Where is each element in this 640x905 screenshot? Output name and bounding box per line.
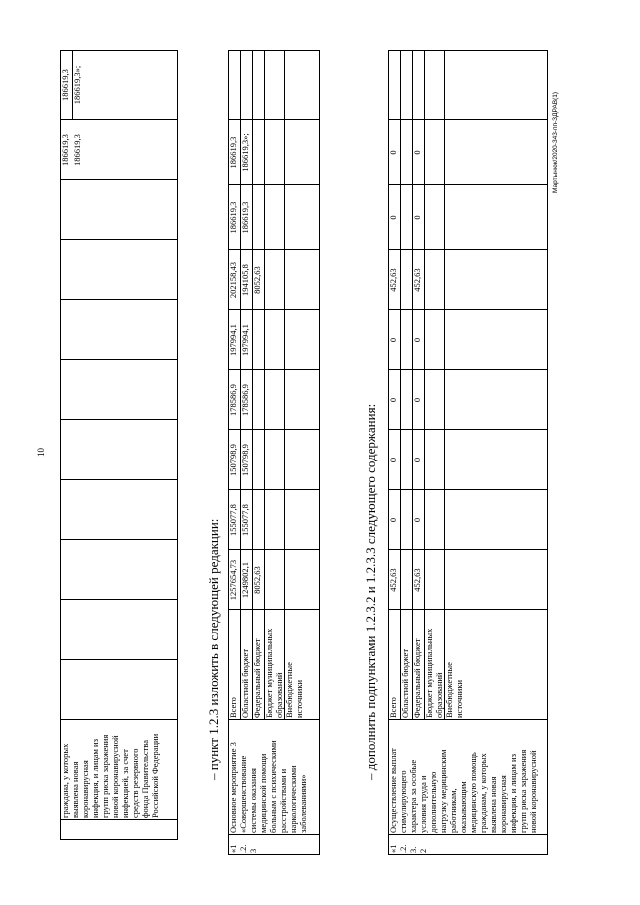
table1-cell: 186619,3 [240, 201, 250, 234]
table1-cell: 8052,63 [252, 566, 262, 594]
table1-cell: 155077,8 [240, 504, 250, 536]
table1-cell: 186619,3 [228, 201, 238, 234]
table2-index: «1 .2. 3. 2 [388, 844, 428, 853]
table2-cell: 452,63 [412, 568, 422, 592]
prev-table-value: 186619,3»; [72, 65, 82, 105]
table2-cell: 0 [388, 457, 398, 463]
table2-measure-name: Осуществление выплат стимулирующего характера за особые условия труда и дополнительную нагрузку медицинским работникам, оказывающим медицинскую помощь гражданам, у которых выявлена новая коронавирусная инфекция, и лицам из групп риска заражения новой коронавирусной [388, 748, 538, 833]
table1-index: «1 .2. 3 [228, 844, 258, 853]
table1-row-source: Внебюджетные источники [284, 662, 304, 718]
table1-cell: 150798,9 [228, 444, 238, 476]
table1-cell: 197994,1 [228, 324, 238, 356]
table1-cell: 194105,8 [240, 264, 250, 296]
table2-row-source: Областной бюджет [400, 648, 410, 718]
table1-row-source: Областной бюджет [240, 648, 250, 718]
table2-row-source: Всего [388, 697, 398, 718]
table1-cell: 186619,3 [228, 136, 238, 169]
table1-row-source: Федеральный бюджет [252, 638, 262, 718]
table1-cell: 186619,3»; [240, 133, 250, 172]
heading-dopolnit: – дополнить подпунктами 1.2.3.2 и 1.2.3.3 следующего содержания: [363, 403, 378, 780]
prev-table-continuation [0, 50, 180, 840]
table1-cell: 197994,1 [240, 324, 250, 356]
table2-row-source: Бюджет муниципальных образований [424, 628, 444, 718]
heading-pункт-1-2-3: – пункт 1.2.3 изложить в следующей редакции: [206, 518, 221, 780]
table2-cell: 0 [388, 397, 398, 403]
table2-cell: 452,63 [388, 268, 398, 292]
table1-row-source: Всего [228, 697, 238, 718]
table2-cell: 0 [412, 337, 422, 343]
table1-cell: 155077,8 [228, 504, 238, 536]
table2-cell: 0 [388, 215, 398, 220]
table1-cell: 202158,43 [228, 261, 238, 299]
table-1-2-3 [228, 50, 320, 855]
table1-row-source: Бюджет муниципальных образований [264, 628, 284, 718]
prev-table-value: 186619,3 [72, 134, 82, 166]
table2-cell: 0 [388, 337, 398, 343]
table2-row-source: Федеральный бюджет [412, 638, 422, 718]
table-1-2-3-2 [388, 50, 548, 855]
table2-row-source: Внебюджетные источники [444, 662, 464, 718]
prev-table-value: 186619,3 [60, 134, 70, 166]
prev-table-description: граждана, у которых выявлена новая коронавирусная инфекция, и лицам из групп риска заражения новой коронавирусной инфекцией, за счет средств резервного фонда Правительства Российской Федерации [60, 733, 160, 818]
table2-cell: 0 [388, 150, 398, 155]
table2-cell: 0 [412, 457, 422, 463]
table2-cell: 0 [412, 215, 422, 220]
table1-cell: 8052,63 [252, 266, 262, 294]
page-number: 10 [36, 448, 46, 457]
table2-cell: 0 [412, 517, 422, 523]
table2-cell: 0 [412, 150, 422, 155]
table2-cell: 452,63 [388, 568, 398, 592]
prev-table-value: 186619,3 [60, 69, 70, 101]
table1-cell: 1257654,73 [228, 559, 238, 601]
table2-cell: 452,63 [412, 268, 422, 292]
table1-measure-name: Основное мероприятие 3 «Совершенствование системы оказания медицинской помощи больным с психическими расстройствами и наркологическими заболеваниями» [228, 740, 308, 833]
table1-cell: 150798,9 [240, 444, 250, 476]
footer-document-code: Мартынюк/2020-343-пп-ЗДРАВ(1) [552, 91, 559, 193]
table1-cell: 178586,9 [228, 384, 238, 416]
table2-cell: 0 [412, 397, 422, 403]
table2-cell: 0 [388, 517, 398, 523]
table1-cell: 178586,9 [240, 384, 250, 416]
table1-cell: 1249802,1 [240, 561, 250, 599]
